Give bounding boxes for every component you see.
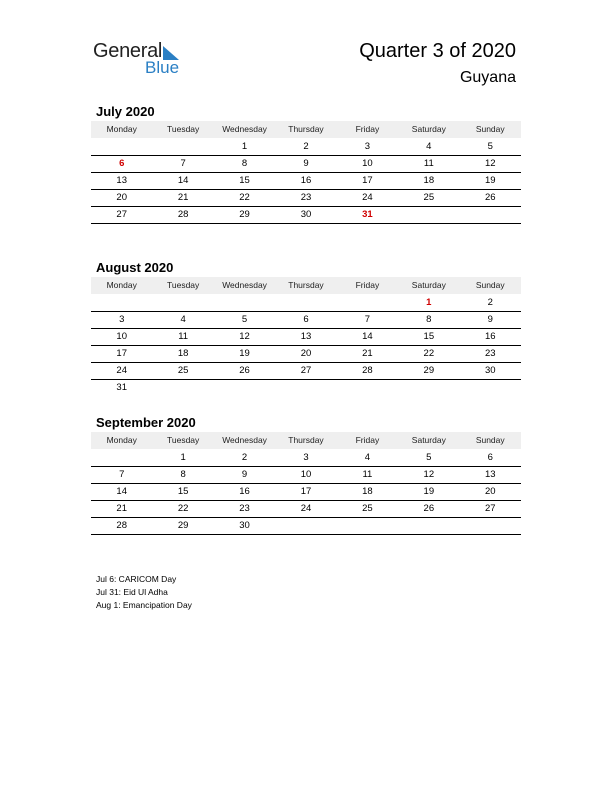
- day-cell: [460, 518, 521, 534]
- day-cell: 27: [484, 503, 496, 514]
- day-cell: 28: [116, 520, 127, 531]
- country-name: Guyana: [459, 69, 516, 86]
- day-cell: 1: [180, 452, 186, 463]
- day-cell: 8: [426, 314, 432, 325]
- weekday-label: Monday: [106, 280, 137, 290]
- day-cell: [275, 380, 336, 396]
- day-cell: 11: [362, 469, 373, 480]
- day-cell: [460, 207, 521, 223]
- week-row: [91, 363, 521, 380]
- day-cell: 26: [484, 192, 496, 203]
- day-cell: [337, 380, 398, 396]
- day-cell: [275, 295, 336, 311]
- day-cell: 13: [116, 175, 127, 186]
- day-cell: [275, 518, 336, 534]
- day-cell: 15: [177, 486, 189, 497]
- day-cell: 7: [180, 158, 186, 169]
- week-row: [91, 346, 521, 363]
- weekday-label: Thursday: [288, 280, 324, 290]
- day-cell: [337, 518, 398, 534]
- holiday-note: Aug 1: Emancipation Day: [96, 600, 192, 610]
- day-cell: 10: [300, 469, 312, 480]
- day-cell: 10: [362, 158, 373, 169]
- weekday-label: Sunday: [475, 435, 505, 445]
- weekday-label: Sunday: [475, 124, 505, 134]
- day-cell: [214, 380, 275, 396]
- week-row: [91, 139, 521, 156]
- day-cell: 5: [241, 314, 248, 325]
- day-cell: 16: [484, 331, 496, 342]
- day-cell: 24: [300, 503, 312, 514]
- day-cell: 24: [116, 365, 127, 376]
- day-cell: 20: [300, 348, 312, 359]
- day-cell: 11: [423, 158, 434, 169]
- logo-blue-text: Blue: [145, 58, 180, 77]
- month-title: August 2020: [96, 260, 174, 275]
- day-cell: 14: [116, 486, 127, 497]
- day-cell: 12: [484, 158, 496, 169]
- day-cell: 7: [119, 469, 125, 480]
- day-cell: 16: [239, 486, 250, 497]
- day-cell: 29: [423, 365, 435, 376]
- weekday-header-row: [91, 277, 521, 294]
- day-cell: 21: [116, 503, 127, 514]
- weekday-label: Friday: [355, 124, 380, 134]
- day-cell: 3: [364, 141, 371, 152]
- day-cell: 8: [180, 469, 186, 480]
- week-row: [91, 156, 521, 173]
- day-cell: 4: [364, 452, 371, 463]
- day-cell: 11: [178, 331, 189, 342]
- day-cell: 30: [239, 520, 250, 531]
- month-august: [91, 259, 521, 396]
- day-cell: 7: [364, 314, 371, 325]
- day-cell: 17: [362, 175, 373, 186]
- day-cell: 22: [239, 192, 250, 203]
- day-cell: 3: [303, 452, 309, 463]
- day-cell: 21: [362, 348, 373, 359]
- weekday-label: Saturday: [411, 280, 446, 290]
- week-row: [91, 450, 521, 467]
- day-cell: [398, 380, 459, 396]
- day-cell: 3: [119, 314, 125, 325]
- day-cell: 19: [423, 486, 435, 497]
- weekday-label: Tuesday: [166, 435, 200, 445]
- weekday-header-row: [91, 121, 521, 138]
- day-cell: 31: [116, 382, 127, 393]
- day-cell: 9: [303, 158, 309, 169]
- day-cell: 17: [116, 348, 127, 359]
- day-cell: [152, 139, 213, 155]
- day-cell: 12: [423, 469, 435, 480]
- day-cell: [460, 380, 521, 396]
- weekday-label: Wednesday: [222, 435, 267, 445]
- page-title: Quarter 3 of 2020: [359, 40, 516, 62]
- day-cell: 31: [362, 209, 373, 220]
- day-cell: 23: [239, 503, 250, 514]
- weekday-label: Saturday: [411, 124, 446, 134]
- day-cell: 9: [241, 469, 248, 480]
- weekday-label: Monday: [106, 435, 137, 445]
- week-row: [91, 295, 521, 312]
- week-row: [91, 501, 521, 518]
- month-title: September 2020: [96, 415, 196, 430]
- month-title: July 2020: [96, 104, 155, 119]
- weekday-label: Saturday: [411, 435, 446, 445]
- week-row: [91, 190, 521, 207]
- day-cell: 13: [484, 469, 496, 480]
- month-july: [91, 103, 521, 224]
- weekday-label: Tuesday: [166, 280, 200, 290]
- holiday-notes: [96, 573, 192, 612]
- day-cell: 15: [239, 175, 250, 186]
- day-cell: 2: [241, 452, 248, 463]
- day-cell: 22: [423, 348, 435, 359]
- week-row: [91, 467, 521, 484]
- day-cell: 19: [484, 175, 496, 186]
- day-cell: [398, 518, 459, 534]
- week-row: [91, 484, 521, 501]
- day-cell: 26: [423, 503, 435, 514]
- day-cell: 10: [116, 331, 127, 342]
- day-cell: [337, 295, 398, 311]
- weekday-label: Tuesday: [166, 124, 200, 134]
- day-cell: 5: [426, 452, 432, 463]
- day-cell: 4: [426, 141, 432, 152]
- day-cell: 18: [423, 175, 435, 186]
- day-cell: 20: [116, 192, 127, 203]
- day-cell: 24: [362, 192, 373, 203]
- day-cell: 1: [426, 297, 432, 308]
- day-cell: [91, 295, 152, 311]
- weekday-label: Thursday: [288, 124, 324, 134]
- day-cell: 9: [487, 314, 493, 325]
- weekday-label: Monday: [106, 124, 137, 134]
- day-cell: 8: [241, 158, 248, 169]
- weekday-label: Wednesday: [222, 124, 267, 134]
- holiday-note: Jul 6: CARICOM Day: [96, 574, 177, 584]
- day-cell: 15: [423, 331, 435, 342]
- day-cell: 25: [423, 192, 435, 203]
- day-cell: 13: [300, 331, 312, 342]
- logo-general-text: General: [93, 40, 163, 62]
- weekday-label: Friday: [355, 435, 380, 445]
- logo: [93, 40, 193, 82]
- week-row: [91, 380, 521, 396]
- day-cell: 26: [239, 365, 250, 376]
- day-cell: 5: [487, 141, 493, 152]
- day-cell: [214, 295, 275, 311]
- day-cell: 27: [300, 365, 312, 376]
- day-cell: [91, 139, 152, 155]
- day-cell: [152, 295, 213, 311]
- day-cell: 25: [362, 503, 373, 514]
- day-cell: 2: [487, 297, 493, 308]
- day-cell: 19: [239, 348, 250, 359]
- week-row: [91, 207, 521, 224]
- day-cell: 20: [484, 486, 496, 497]
- day-cell: 6: [119, 158, 125, 169]
- holiday-note: Jul 31: Eid Ul Adha: [96, 587, 168, 597]
- day-cell: 6: [303, 314, 309, 325]
- day-cell: 22: [177, 503, 189, 514]
- day-cell: 30: [484, 365, 496, 376]
- day-cell: 4: [180, 314, 186, 325]
- day-cell: [152, 380, 213, 396]
- day-cell: 21: [177, 192, 189, 203]
- day-cell: 14: [177, 175, 189, 186]
- month-september: [91, 414, 521, 535]
- week-row: [91, 173, 521, 190]
- day-cell: 6: [487, 452, 493, 463]
- day-cell: 27: [116, 209, 127, 220]
- weekday-label: Wednesday: [222, 280, 267, 290]
- weekday-label: Thursday: [288, 435, 324, 445]
- day-cell: 23: [300, 192, 312, 203]
- week-row: [91, 312, 521, 329]
- day-cell: 17: [300, 486, 312, 497]
- day-cell: 29: [177, 520, 189, 531]
- day-cell: 28: [362, 365, 373, 376]
- weekday-header-row: [91, 432, 521, 449]
- day-cell: 18: [177, 348, 189, 359]
- day-cell: 16: [300, 175, 312, 186]
- weekday-label: Friday: [355, 280, 380, 290]
- day-cell: 18: [362, 486, 373, 497]
- day-cell: 14: [362, 331, 373, 342]
- week-row: [91, 329, 521, 346]
- day-cell: 12: [239, 331, 250, 342]
- weekday-label: Sunday: [475, 280, 505, 290]
- day-cell: 28: [177, 209, 189, 220]
- day-cell: 23: [484, 348, 496, 359]
- day-cell: 30: [300, 209, 312, 220]
- day-cell: 1: [241, 141, 248, 152]
- day-cell: 25: [177, 365, 189, 376]
- week-row: [91, 518, 521, 535]
- day-cell: 2: [303, 141, 309, 152]
- day-cell: 29: [239, 209, 250, 220]
- day-cell: [91, 450, 152, 466]
- day-cell: [398, 207, 459, 223]
